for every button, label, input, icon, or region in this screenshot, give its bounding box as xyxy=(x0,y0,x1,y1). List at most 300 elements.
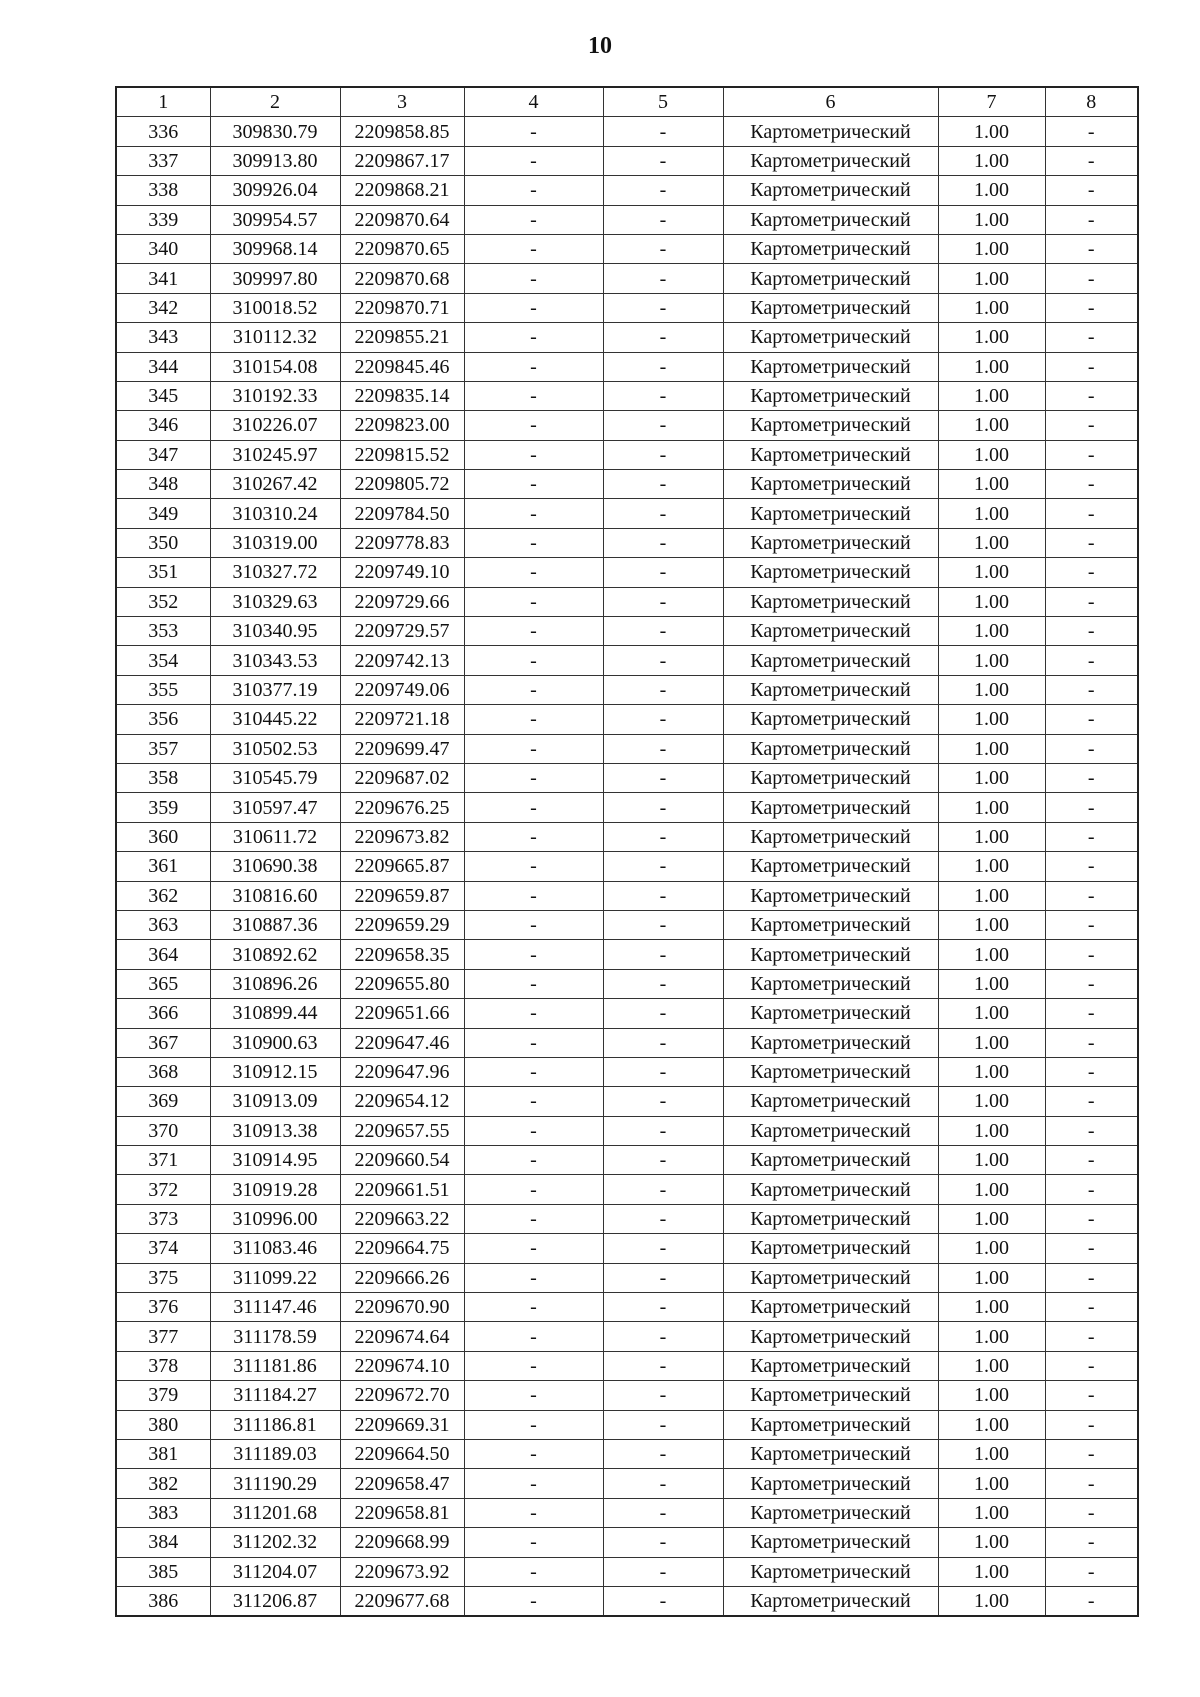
column-8-cell: - xyxy=(1045,822,1138,851)
point-number-cell: 360 xyxy=(116,822,210,851)
x-coordinate-cell: 310327.72 xyxy=(210,558,340,587)
column-5-cell: - xyxy=(603,1410,723,1439)
column-5-cell: - xyxy=(603,617,723,646)
x-coordinate-cell: 309830.79 xyxy=(210,117,340,146)
point-number-cell: 344 xyxy=(116,352,210,381)
column-header: 3 xyxy=(340,87,464,117)
column-8-cell: - xyxy=(1045,1263,1138,1292)
x-coordinate-cell: 311189.03 xyxy=(210,1439,340,1468)
point-number-cell: 350 xyxy=(116,528,210,557)
y-coordinate-cell: 2209805.72 xyxy=(340,470,464,499)
method-cell: Картометрический xyxy=(723,910,938,939)
column-4-cell: - xyxy=(464,734,603,763)
column-4-cell: - xyxy=(464,999,603,1028)
column-5-cell: - xyxy=(603,881,723,910)
x-coordinate-cell: 311201.68 xyxy=(210,1498,340,1527)
y-coordinate-cell: 2209664.50 xyxy=(340,1439,464,1468)
accuracy-cell: 1.00 xyxy=(938,999,1045,1028)
column-5-cell: - xyxy=(603,763,723,792)
method-cell: Картометрический xyxy=(723,1586,938,1616)
method-cell: Картометрический xyxy=(723,293,938,322)
y-coordinate-cell: 2209669.31 xyxy=(340,1410,464,1439)
accuracy-cell: 1.00 xyxy=(938,1498,1045,1527)
accuracy-cell: 1.00 xyxy=(938,499,1045,528)
point-number-cell: 358 xyxy=(116,763,210,792)
table-row xyxy=(116,646,1138,675)
x-coordinate-cell: 311202.32 xyxy=(210,1528,340,1557)
table-row xyxy=(116,881,1138,910)
column-5-cell: - xyxy=(603,940,723,969)
accuracy-cell: 1.00 xyxy=(938,1057,1045,1086)
accuracy-cell: 1.00 xyxy=(938,381,1045,410)
x-coordinate-cell: 310502.53 xyxy=(210,734,340,763)
table-row xyxy=(116,1557,1138,1586)
y-coordinate-cell: 2209664.75 xyxy=(340,1234,464,1263)
column-5-cell: - xyxy=(603,293,723,322)
x-coordinate-cell: 310899.44 xyxy=(210,999,340,1028)
x-coordinate-cell: 310913.38 xyxy=(210,1116,340,1145)
column-4-cell: - xyxy=(464,176,603,205)
point-number-cell: 347 xyxy=(116,440,210,469)
column-5-cell: - xyxy=(603,1439,723,1468)
point-number-cell: 365 xyxy=(116,969,210,998)
x-coordinate-cell: 309954.57 xyxy=(210,205,340,234)
column-8-cell: - xyxy=(1045,558,1138,587)
x-coordinate-cell: 310996.00 xyxy=(210,1204,340,1233)
x-coordinate-cell: 310690.38 xyxy=(210,852,340,881)
column-5-cell: - xyxy=(603,1351,723,1380)
point-number-cell: 385 xyxy=(116,1557,210,1586)
point-number-cell: 386 xyxy=(116,1586,210,1616)
method-cell: Картометрический xyxy=(723,1557,938,1586)
column-5-cell: - xyxy=(603,675,723,704)
method-cell: Картометрический xyxy=(723,881,938,910)
y-coordinate-cell: 2209870.65 xyxy=(340,234,464,263)
y-coordinate-cell: 2209665.87 xyxy=(340,852,464,881)
point-number-cell: 338 xyxy=(116,176,210,205)
column-5-cell: - xyxy=(603,117,723,146)
column-header: 8 xyxy=(1045,87,1138,117)
y-coordinate-cell: 2209845.46 xyxy=(340,352,464,381)
column-4-cell: - xyxy=(464,1469,603,1498)
point-number-cell: 352 xyxy=(116,587,210,616)
method-cell: Картометрический xyxy=(723,587,938,616)
column-8-cell: - xyxy=(1045,910,1138,939)
method-cell: Картометрический xyxy=(723,763,938,792)
table-row xyxy=(116,146,1138,175)
point-number-cell: 370 xyxy=(116,1116,210,1145)
accuracy-cell: 1.00 xyxy=(938,558,1045,587)
table-row xyxy=(116,1087,1138,1116)
column-4-cell: - xyxy=(464,1498,603,1527)
point-number-cell: 368 xyxy=(116,1057,210,1086)
method-cell: Картометрический xyxy=(723,1351,938,1380)
method-cell: Картометрический xyxy=(723,705,938,734)
column-5-cell: - xyxy=(603,1586,723,1616)
point-number-cell: 339 xyxy=(116,205,210,234)
point-number-cell: 383 xyxy=(116,1498,210,1527)
column-5-cell: - xyxy=(603,381,723,410)
x-coordinate-cell: 311181.86 xyxy=(210,1351,340,1380)
method-cell: Картометрический xyxy=(723,117,938,146)
point-number-cell: 381 xyxy=(116,1439,210,1468)
accuracy-cell: 1.00 xyxy=(938,1586,1045,1616)
column-4-cell: - xyxy=(464,411,603,440)
column-8-cell: - xyxy=(1045,264,1138,293)
point-number-cell: 363 xyxy=(116,910,210,939)
x-coordinate-cell: 311204.07 xyxy=(210,1557,340,1586)
x-coordinate-cell: 309997.80 xyxy=(210,264,340,293)
y-coordinate-cell: 2209784.50 xyxy=(340,499,464,528)
table-row xyxy=(116,558,1138,587)
table-row xyxy=(116,499,1138,528)
column-5-cell: - xyxy=(603,1175,723,1204)
column-4-cell: - xyxy=(464,1381,603,1410)
y-coordinate-cell: 2209867.17 xyxy=(340,146,464,175)
column-5-cell: - xyxy=(603,1263,723,1292)
point-number-cell: 354 xyxy=(116,646,210,675)
column-4-cell: - xyxy=(464,763,603,792)
method-cell: Картометрический xyxy=(723,1204,938,1233)
method-cell: Картометрический xyxy=(723,1293,938,1322)
column-4-cell: - xyxy=(464,205,603,234)
y-coordinate-cell: 2209661.51 xyxy=(340,1175,464,1204)
point-number-cell: 380 xyxy=(116,1410,210,1439)
method-cell: Картометрический xyxy=(723,734,938,763)
column-5-cell: - xyxy=(603,470,723,499)
y-coordinate-cell: 2209870.71 xyxy=(340,293,464,322)
table-row xyxy=(116,1498,1138,1527)
column-8-cell: - xyxy=(1045,1028,1138,1057)
x-coordinate-cell: 310913.09 xyxy=(210,1087,340,1116)
column-5-cell: - xyxy=(603,1293,723,1322)
table-row xyxy=(116,940,1138,969)
x-coordinate-cell: 310340.95 xyxy=(210,617,340,646)
method-cell: Картометрический xyxy=(723,411,938,440)
accuracy-cell: 1.00 xyxy=(938,1146,1045,1175)
accuracy-cell: 1.00 xyxy=(938,940,1045,969)
column-4-cell: - xyxy=(464,1293,603,1322)
y-coordinate-cell: 2209778.83 xyxy=(340,528,464,557)
method-cell: Картометрический xyxy=(723,1381,938,1410)
accuracy-cell: 1.00 xyxy=(938,1528,1045,1557)
table-row xyxy=(116,763,1138,792)
table-row xyxy=(116,1322,1138,1351)
y-coordinate-cell: 2209658.35 xyxy=(340,940,464,969)
method-cell: Картометрический xyxy=(723,1439,938,1468)
x-coordinate-cell: 310018.52 xyxy=(210,293,340,322)
point-number-cell: 377 xyxy=(116,1322,210,1351)
column-8-cell: - xyxy=(1045,323,1138,352)
column-5-cell: - xyxy=(603,587,723,616)
table-row xyxy=(116,999,1138,1028)
method-cell: Картометрический xyxy=(723,1234,938,1263)
accuracy-cell: 1.00 xyxy=(938,470,1045,499)
column-4-cell: - xyxy=(464,323,603,352)
column-4-cell: - xyxy=(464,1528,603,1557)
table-row xyxy=(116,1381,1138,1410)
table-row xyxy=(116,1204,1138,1233)
column-4-cell: - xyxy=(464,293,603,322)
y-coordinate-cell: 2209677.68 xyxy=(340,1586,464,1616)
method-cell: Картометрический xyxy=(723,675,938,704)
y-coordinate-cell: 2209721.18 xyxy=(340,705,464,734)
column-8-cell: - xyxy=(1045,1116,1138,1145)
table-row xyxy=(116,1293,1138,1322)
method-cell: Картометрический xyxy=(723,1469,938,1498)
column-8-cell: - xyxy=(1045,1175,1138,1204)
x-coordinate-cell: 310112.32 xyxy=(210,323,340,352)
column-4-cell: - xyxy=(464,440,603,469)
y-coordinate-cell: 2209657.55 xyxy=(340,1116,464,1145)
column-header: 4 xyxy=(464,87,603,117)
x-coordinate-cell: 310343.53 xyxy=(210,646,340,675)
column-5-cell: - xyxy=(603,1028,723,1057)
x-coordinate-cell: 311099.22 xyxy=(210,1263,340,1292)
x-coordinate-cell: 310445.22 xyxy=(210,705,340,734)
x-coordinate-cell: 311206.87 xyxy=(210,1586,340,1616)
column-5-cell: - xyxy=(603,1204,723,1233)
table-row xyxy=(116,264,1138,293)
y-coordinate-cell: 2209672.70 xyxy=(340,1381,464,1410)
page-number: 10 xyxy=(588,33,612,59)
column-4-cell: - xyxy=(464,558,603,587)
table-row xyxy=(116,1146,1138,1175)
y-coordinate-cell: 2209663.22 xyxy=(340,1204,464,1233)
table-row xyxy=(116,587,1138,616)
point-number-cell: 372 xyxy=(116,1175,210,1204)
accuracy-cell: 1.00 xyxy=(938,117,1045,146)
point-number-cell: 382 xyxy=(116,1469,210,1498)
method-cell: Картометрический xyxy=(723,1528,938,1557)
accuracy-cell: 1.00 xyxy=(938,646,1045,675)
column-8-cell: - xyxy=(1045,734,1138,763)
column-5-cell: - xyxy=(603,1146,723,1175)
x-coordinate-cell: 310154.08 xyxy=(210,352,340,381)
point-number-cell: 371 xyxy=(116,1146,210,1175)
y-coordinate-cell: 2209659.87 xyxy=(340,881,464,910)
x-coordinate-cell: 310192.33 xyxy=(210,381,340,410)
y-coordinate-cell: 2209647.46 xyxy=(340,1028,464,1057)
point-number-cell: 384 xyxy=(116,1528,210,1557)
point-number-cell: 346 xyxy=(116,411,210,440)
x-coordinate-cell: 311147.46 xyxy=(210,1293,340,1322)
column-5-cell: - xyxy=(603,176,723,205)
accuracy-cell: 1.00 xyxy=(938,1204,1045,1233)
column-8-cell: - xyxy=(1045,1557,1138,1586)
column-4-cell: - xyxy=(464,1087,603,1116)
accuracy-cell: 1.00 xyxy=(938,323,1045,352)
column-8-cell: - xyxy=(1045,999,1138,1028)
method-cell: Картометрический xyxy=(723,264,938,293)
column-5-cell: - xyxy=(603,1381,723,1410)
column-4-cell: - xyxy=(464,646,603,675)
table-row xyxy=(116,234,1138,263)
table-row xyxy=(116,205,1138,234)
column-8-cell: - xyxy=(1045,499,1138,528)
point-number-cell: 367 xyxy=(116,1028,210,1057)
table-row xyxy=(116,1351,1138,1380)
point-number-cell: 351 xyxy=(116,558,210,587)
column-4-cell: - xyxy=(464,940,603,969)
point-number-cell: 378 xyxy=(116,1351,210,1380)
x-coordinate-cell: 310896.26 xyxy=(210,969,340,998)
accuracy-cell: 1.00 xyxy=(938,881,1045,910)
point-number-cell: 355 xyxy=(116,675,210,704)
table-row xyxy=(116,1028,1138,1057)
accuracy-cell: 1.00 xyxy=(938,1116,1045,1145)
column-8-cell: - xyxy=(1045,234,1138,263)
table-row xyxy=(116,910,1138,939)
y-coordinate-cell: 2209749.10 xyxy=(340,558,464,587)
column-5-cell: - xyxy=(603,1087,723,1116)
y-coordinate-cell: 2209668.99 xyxy=(340,1528,464,1557)
x-coordinate-cell: 310816.60 xyxy=(210,881,340,910)
column-4-cell: - xyxy=(464,1322,603,1351)
column-8-cell: - xyxy=(1045,411,1138,440)
accuracy-cell: 1.00 xyxy=(938,440,1045,469)
x-coordinate-cell: 311184.27 xyxy=(210,1381,340,1410)
accuracy-cell: 1.00 xyxy=(938,1234,1045,1263)
accuracy-cell: 1.00 xyxy=(938,1175,1045,1204)
method-cell: Картометрический xyxy=(723,323,938,352)
table-row xyxy=(116,675,1138,704)
column-8-cell: - xyxy=(1045,587,1138,616)
column-4-cell: - xyxy=(464,1146,603,1175)
column-5-cell: - xyxy=(603,1528,723,1557)
x-coordinate-cell: 309926.04 xyxy=(210,176,340,205)
y-coordinate-cell: 2209666.26 xyxy=(340,1263,464,1292)
column-8-cell: - xyxy=(1045,881,1138,910)
method-cell: Картометрический xyxy=(723,822,938,851)
column-4-cell: - xyxy=(464,1410,603,1439)
point-number-cell: 369 xyxy=(116,1087,210,1116)
y-coordinate-cell: 2209670.90 xyxy=(340,1293,464,1322)
accuracy-cell: 1.00 xyxy=(938,293,1045,322)
point-number-cell: 356 xyxy=(116,705,210,734)
method-cell: Картометрический xyxy=(723,1322,938,1351)
column-5-cell: - xyxy=(603,234,723,263)
column-4-cell: - xyxy=(464,1028,603,1057)
column-4-cell: - xyxy=(464,793,603,822)
column-5-cell: - xyxy=(603,264,723,293)
column-header: 5 xyxy=(603,87,723,117)
method-cell: Картометрический xyxy=(723,617,938,646)
column-8-cell: - xyxy=(1045,1381,1138,1410)
table-row xyxy=(116,1057,1138,1086)
method-cell: Картометрический xyxy=(723,1146,938,1175)
x-coordinate-cell: 311186.81 xyxy=(210,1410,340,1439)
table-row xyxy=(116,1528,1138,1557)
column-5-cell: - xyxy=(603,793,723,822)
accuracy-cell: 1.00 xyxy=(938,1557,1045,1586)
column-5-cell: - xyxy=(603,1498,723,1527)
column-8-cell: - xyxy=(1045,617,1138,646)
column-8-cell: - xyxy=(1045,117,1138,146)
column-8-cell: - xyxy=(1045,1586,1138,1616)
column-5-cell: - xyxy=(603,323,723,352)
table-row xyxy=(116,734,1138,763)
accuracy-cell: 1.00 xyxy=(938,1439,1045,1468)
column-4-cell: - xyxy=(464,1263,603,1292)
x-coordinate-cell: 310319.00 xyxy=(210,528,340,557)
point-number-cell: 340 xyxy=(116,234,210,263)
method-cell: Картометрический xyxy=(723,969,938,998)
accuracy-cell: 1.00 xyxy=(938,1469,1045,1498)
table-row xyxy=(116,440,1138,469)
accuracy-cell: 1.00 xyxy=(938,852,1045,881)
y-coordinate-cell: 2209729.57 xyxy=(340,617,464,646)
method-cell: Картометрический xyxy=(723,940,938,969)
y-coordinate-cell: 2209835.14 xyxy=(340,381,464,410)
column-8-cell: - xyxy=(1045,1146,1138,1175)
y-coordinate-cell: 2209870.68 xyxy=(340,264,464,293)
column-8-cell: - xyxy=(1045,1234,1138,1263)
accuracy-cell: 1.00 xyxy=(938,822,1045,851)
column-4-cell: - xyxy=(464,852,603,881)
column-header: 6 xyxy=(723,87,938,117)
table-row xyxy=(116,381,1138,410)
point-number-cell: 349 xyxy=(116,499,210,528)
accuracy-cell: 1.00 xyxy=(938,793,1045,822)
x-coordinate-cell: 310310.24 xyxy=(210,499,340,528)
accuracy-cell: 1.00 xyxy=(938,234,1045,263)
column-8-cell: - xyxy=(1045,1528,1138,1557)
method-cell: Картометрический xyxy=(723,1116,938,1145)
accuracy-cell: 1.00 xyxy=(938,617,1045,646)
x-coordinate-cell: 310892.62 xyxy=(210,940,340,969)
table-row xyxy=(116,1234,1138,1263)
column-5-cell: - xyxy=(603,646,723,675)
y-coordinate-cell: 2209647.96 xyxy=(340,1057,464,1086)
column-4-cell: - xyxy=(464,470,603,499)
point-number-cell: 373 xyxy=(116,1204,210,1233)
table-row xyxy=(116,1586,1138,1616)
point-number-cell: 359 xyxy=(116,793,210,822)
table-header-row xyxy=(116,87,1138,117)
y-coordinate-cell: 2209659.29 xyxy=(340,910,464,939)
column-8-cell: - xyxy=(1045,1087,1138,1116)
y-coordinate-cell: 2209658.47 xyxy=(340,1469,464,1498)
point-number-cell: 379 xyxy=(116,1381,210,1410)
table-row xyxy=(116,822,1138,851)
column-8-cell: - xyxy=(1045,176,1138,205)
x-coordinate-cell: 310887.36 xyxy=(210,910,340,939)
accuracy-cell: 1.00 xyxy=(938,1381,1045,1410)
x-coordinate-cell: 310912.15 xyxy=(210,1057,340,1086)
column-header: 7 xyxy=(938,87,1045,117)
point-number-cell: 361 xyxy=(116,852,210,881)
column-5-cell: - xyxy=(603,1469,723,1498)
column-8-cell: - xyxy=(1045,1439,1138,1468)
table-row xyxy=(116,323,1138,352)
y-coordinate-cell: 2209654.12 xyxy=(340,1087,464,1116)
table-row xyxy=(116,1175,1138,1204)
column-4-cell: - xyxy=(464,1234,603,1263)
point-number-cell: 376 xyxy=(116,1293,210,1322)
y-coordinate-cell: 2209870.64 xyxy=(340,205,464,234)
column-8-cell: - xyxy=(1045,1057,1138,1086)
accuracy-cell: 1.00 xyxy=(938,910,1045,939)
table-row xyxy=(116,411,1138,440)
column-4-cell: - xyxy=(464,675,603,704)
column-5-cell: - xyxy=(603,352,723,381)
method-cell: Картометрический xyxy=(723,1057,938,1086)
accuracy-cell: 1.00 xyxy=(938,1322,1045,1351)
column-5-cell: - xyxy=(603,1116,723,1145)
column-8-cell: - xyxy=(1045,763,1138,792)
y-coordinate-cell: 2209660.54 xyxy=(340,1146,464,1175)
